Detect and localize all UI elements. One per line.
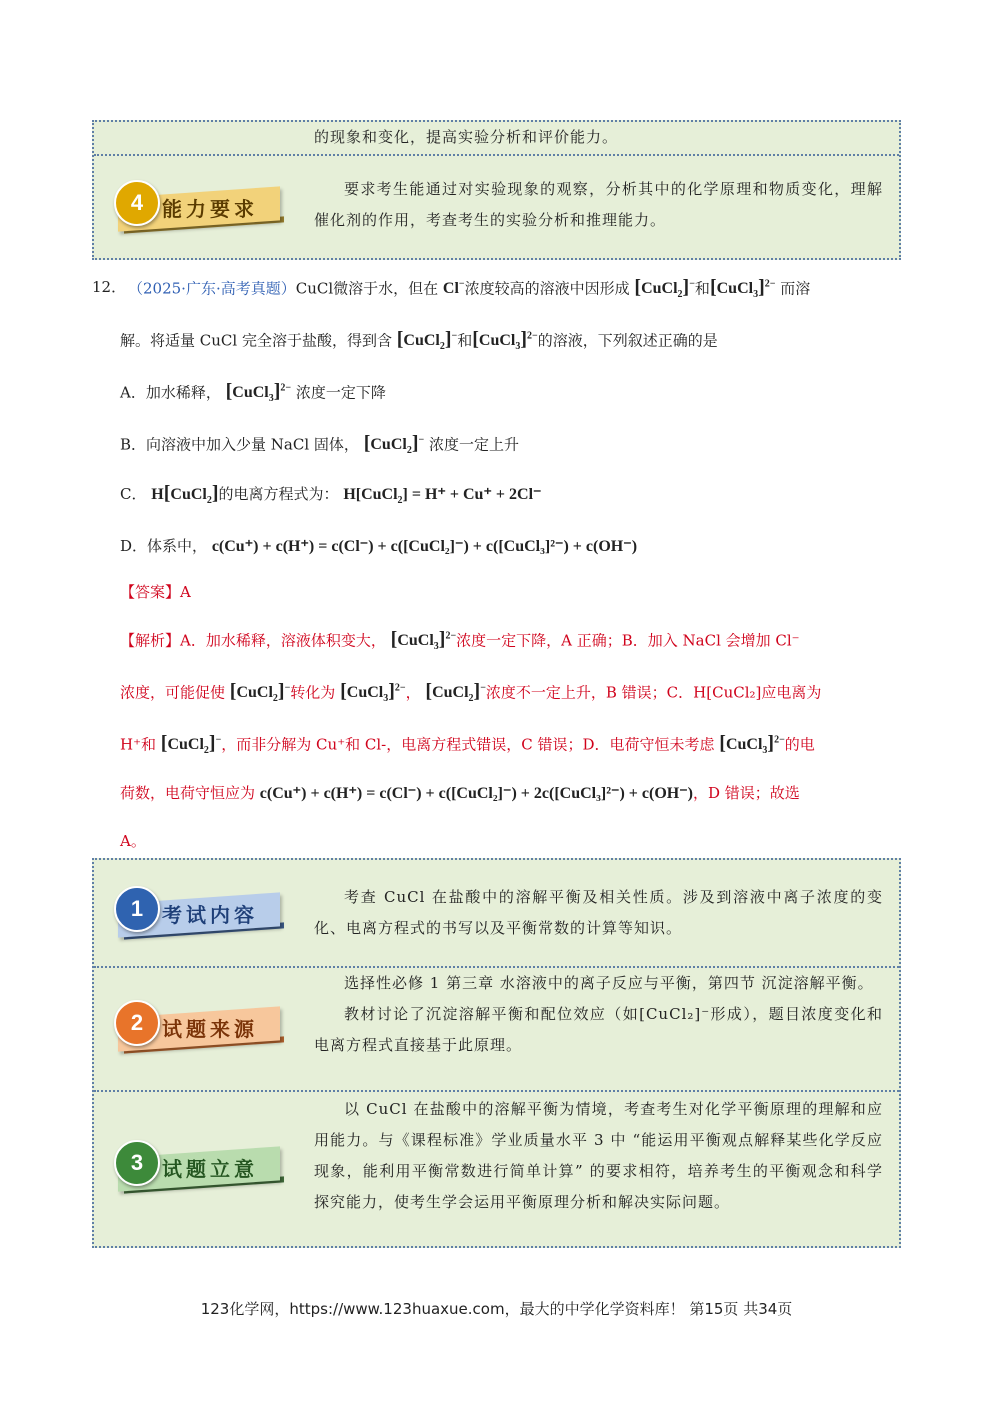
section4-text: 要求考生能通过对实验现象的观察，分析其中的化学原理和物质变化，理解催化剂的作用，考查考生的实验分析和推理能力。 xyxy=(314,180,883,229)
option-a-suffix: 浓度一定下降 xyxy=(295,383,386,402)
option-d-formula: c(Cu⁺) + c(H⁺) = c(Cl⁻) + c([CuCl₂]⁻) + c([CuCl₃]²⁻) + c(OH⁻) xyxy=(211,538,638,555)
question-stem-line2 xyxy=(120,326,903,359)
section4-number: 4 xyxy=(114,180,160,226)
species-cucl2: [CuCl$_2$]− xyxy=(634,276,695,301)
option-c xyxy=(120,482,903,512)
analysis-species-3: [CuCl$_3$]$^{2-}$ xyxy=(340,680,406,705)
analysis-label: 【解析】 xyxy=(120,631,181,650)
option-d xyxy=(120,535,903,558)
question-stem-line1 xyxy=(128,274,903,307)
stem-text-7: 的溶液，下列叙述正确的是 xyxy=(537,331,718,350)
option-c-formula: H[CuCl$_2$] = H⁺ + Cu⁺ + 2Cl⁻ xyxy=(343,486,542,507)
option-b-species: [CuCl$_2$]− xyxy=(363,432,425,457)
analysis-species-1: [CuCl$_3$]$^{2-}$ xyxy=(390,628,457,653)
option-c-mid: 的电离方程式为： xyxy=(218,485,339,503)
section1-row xyxy=(94,860,899,966)
question-source-tag: （2025·广东·高考真题） xyxy=(128,279,296,298)
section2-label: 试题来源 xyxy=(162,1017,258,1041)
question-number: 12． xyxy=(92,278,127,296)
stem-text-1: CuCl微溶于水，但在 xyxy=(295,279,439,298)
section4-label: 能力要求 xyxy=(162,197,258,221)
stem-text-2: 浓度较高的溶液中因形成 xyxy=(464,279,630,298)
analysis-p2a: 浓度，可能促使 xyxy=(120,683,226,702)
answer-label: 【答案】 xyxy=(120,583,181,601)
section1-label: 考试内容 xyxy=(162,903,258,927)
page-footer: 123化学网，https://www.123huaxue.com，最大的中学化学资料库！ 第15页 共34页 xyxy=(200,1300,793,1318)
section3-row xyxy=(94,1090,899,1248)
species-cucl3-2: [CuCl$_3$]$^{2-}$ xyxy=(472,328,538,353)
analysis-line4 xyxy=(120,782,903,805)
continued-text: 的现象和变化，提高实验分析和评价能力。 xyxy=(314,128,619,146)
analysis-formula: c(Cu⁺) + c(H⁺) = c(Cl⁻) + c([CuCl₂]⁻) + 2c([CuCl₃]²⁻) + c(OH⁻) xyxy=(259,785,693,802)
section4-badge xyxy=(114,178,284,238)
option-a xyxy=(120,378,903,411)
analysis-p2c: ， xyxy=(405,683,421,702)
section2-text-1: 选择性必修 1 第三章 水溶液中的离子反应与平衡，第四节 沉淀溶解平衡。 xyxy=(344,974,874,992)
analysis-p1b: 浓度一定下降，A 正确；B．加入 NaCl 会增加 Cl⁻ xyxy=(456,631,800,650)
analysis-p1a: A．加水稀释，溶液体积变大， xyxy=(180,631,386,650)
option-d-prefix: D．体系中， xyxy=(120,537,208,555)
analysis-species-4: [CuCl$_2$]− xyxy=(425,680,486,705)
analysis-species-2: [CuCl$_2$]− xyxy=(229,680,291,705)
stem-text-6: 和 xyxy=(457,331,473,350)
option-b-prefix: B．向溶液中加入少量 NaCl 固体， xyxy=(120,435,359,454)
option-c-species: H[CuCl$_2$] xyxy=(151,482,219,507)
stem-text-4: 而溶 xyxy=(780,279,811,298)
analysis-p4b: ，D 错误；故选 xyxy=(693,784,800,802)
analysis-species-6: [CuCl$_3$]$^{2-}$ xyxy=(719,732,785,757)
analysis-p2d: 浓度不一定上升，B 错误；C．H[CuCl₂]应电离为 xyxy=(485,683,822,702)
section2-text xyxy=(314,968,883,1061)
section4-row xyxy=(94,154,899,260)
analysis-p3c: 的电 xyxy=(784,735,815,754)
section3-label: 试题立意 xyxy=(162,1157,258,1181)
answer-line xyxy=(120,581,903,603)
stem-text-5: 解。将适量 CuCl 完全溶于盐酸，得到含 xyxy=(120,331,392,350)
section3-badge xyxy=(114,1138,284,1198)
section2-text-2: 教材讨论了沉淀溶解平衡和配位效应（如[CuCl₂]⁻形成），题目浓度变化和电离方程式直接基于此原理。 xyxy=(314,1005,883,1054)
stem-text-3: 和 xyxy=(694,279,710,298)
analysis-line1 xyxy=(120,626,903,659)
section1-number: 1 xyxy=(114,886,160,932)
species-cucl3: [CuCl$_3$]$^{2-}$ xyxy=(709,276,776,301)
section1-badge xyxy=(114,884,284,944)
section3-number: 3 xyxy=(114,1140,160,1186)
section2-row xyxy=(94,966,899,1092)
section1-text: 考查 CuCl 在盐酸中的溶解平衡及相关性质。涉及到溶液中离子浓度的变化、电离方程式的书写以及平衡常数的计算等知识。 xyxy=(314,888,883,937)
section2-badge xyxy=(114,998,284,1058)
answer-value: A xyxy=(180,583,191,601)
analysis-p3a: H⁺和 xyxy=(120,735,156,754)
species-cucl2-2: [CuCl$_2$]− xyxy=(396,328,458,353)
analysis-p4a: 荷数，电荷守恒应为 xyxy=(120,784,256,802)
bottom-analysis-box xyxy=(92,858,901,1248)
option-a-prefix: A．加水稀释， xyxy=(120,383,221,402)
top-box-continued-row xyxy=(94,122,899,154)
option-b-suffix: 浓度一定上升 xyxy=(428,435,519,454)
analysis-line3 xyxy=(120,730,903,763)
section3-text: 以 CuCl 在盐酸中的溶解平衡为情境，考查考生对化学平衡原理的理解和应用能力。与《课程标准》学业质量水平 3 中 “能运用平衡观点解释某些化学反应现象，能利用平衡常数进行简单计算” 的要求相符，培养考生的平衡观念和科学探究能力，使考生学会运用平衡原理分析和解决实际问题。 xyxy=(314,1100,883,1211)
top-ability-box xyxy=(92,120,901,260)
option-a-species: [CuCl$_3$]$^{2-}$ xyxy=(225,380,292,405)
analysis-p3b: ，而非分解为 Cu⁺和 Cl-，电离方程式错误，C 错误；D．电荷守恒未考虑 xyxy=(221,735,715,754)
option-c-prefix: C． xyxy=(120,485,147,503)
analysis-line2 xyxy=(120,678,903,711)
analysis-line5 xyxy=(120,830,903,852)
section2-number: 2 xyxy=(114,1000,160,1046)
cl-ion: Cl− xyxy=(442,279,465,298)
analysis-p5: A。 xyxy=(120,832,146,850)
option-b xyxy=(120,430,903,463)
analysis-p2b: 转化为 xyxy=(290,683,336,702)
analysis-species-5: [CuCl$_2$]− xyxy=(160,732,222,757)
